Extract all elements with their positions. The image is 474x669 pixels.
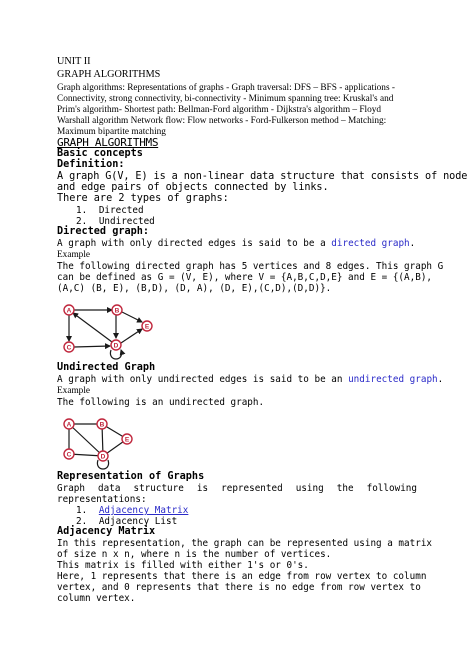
edge-d-d-loop (110, 350, 121, 359)
node-b (112, 305, 122, 315)
list-number: 2. (76, 216, 88, 227)
adjacency-matrix-link[interactable]: Adjacency Matrix (98, 505, 189, 516)
list-label: Undirected (98, 216, 155, 227)
node-c (64, 449, 74, 459)
directed-graph-figure (55, 298, 170, 364)
list-label: Adjacency List (98, 516, 178, 527)
undirected-graph-link[interactable]: undirected graph (348, 374, 438, 385)
node-e (142, 321, 152, 331)
edge-c-d (74, 346, 110, 347)
syllabus-line: Graph algorithms: Representations of graphs - Graph traversal: DFS – BFS - applications - (57, 83, 395, 93)
representation-line: representations: (57, 494, 147, 505)
node-e (122, 434, 132, 444)
section-title: GRAPH ALGORITHMS (57, 136, 159, 149)
node-d (111, 340, 121, 350)
adjacency-line: This matrix is filled with either 1's or 0's. (57, 560, 309, 571)
edge-a-d (66, 421, 105, 456)
syllabus-line: Prim's algorithm- Shortest path: Bellman-Ford algorithm - Dijkstra's algorithm – Floyd (57, 105, 382, 115)
edge-d-e (121, 329, 142, 343)
unit-label: UNIT II (57, 56, 91, 67)
undirected-graph-heading: Undirected Graph (57, 362, 156, 373)
adjacency-matrix-heading: Adjacency Matrix (57, 526, 156, 537)
syllabus-line: Connectivity, strong connectivity, bi-connectivity - Minimum spanning tree: Kruskal's and (57, 94, 394, 104)
node-a (64, 419, 74, 429)
representation-heading: Representation of Graphs (57, 471, 205, 482)
node-c (64, 342, 74, 352)
svg-text:C: C (66, 344, 72, 352)
directed-definition (57, 238, 415, 249)
node-b (97, 419, 107, 429)
list-item (76, 205, 144, 216)
svg-text:A: A (66, 421, 72, 429)
list-number: 1. (76, 505, 88, 516)
adjacency-line: Here, 1 represents that there is an edge from row vertex to column (57, 571, 427, 582)
undirected-description: The following is an undirected graph. (57, 397, 265, 408)
undirected-graph-figure (56, 414, 146, 476)
svg-text:B: B (99, 421, 105, 429)
list-number: 1. (76, 205, 88, 216)
directed-description-line: The following directed graph has 5 vertices and 8 edges. This graph G (57, 261, 444, 272)
directed-definition-text: A graph with only directed edges is said to be a (57, 238, 326, 249)
period: . (409, 238, 416, 249)
representation-line: Graph data structure is represented using the following (57, 483, 417, 494)
list-label: Directed (98, 205, 144, 216)
types-intro: There are 2 types of graphs: (57, 193, 229, 204)
svg-text:A: A (66, 307, 72, 315)
definition-line: A graph G(V, E) is a non-linear data structure that consists of node (57, 171, 468, 182)
svg-text:D: D (113, 342, 119, 350)
undirected-definition-text: A graph with only undirected edges is said to be an (57, 374, 343, 385)
period: . (437, 374, 444, 385)
adjacency-line: In this representation, the graph can be represented using a matrix (57, 538, 433, 549)
edge-b-e (122, 312, 142, 322)
adjacency-line: column vertex. (57, 593, 136, 604)
svg-text:D: D (100, 453, 106, 461)
syllabus-line: Maximum bipartite matching (57, 127, 166, 137)
undirected-definition (57, 374, 443, 385)
definition-line: and edge pairs of objects connected by links. (57, 182, 329, 193)
edge-d-a (73, 313, 112, 342)
basic-concepts-heading: Basic concepts (57, 148, 143, 159)
example-label: Example (57, 250, 91, 260)
directed-graph-heading: Directed graph: (57, 226, 150, 237)
list-item (76, 505, 188, 516)
directed-description-line: can be defined as G = (V, E), where V = {A,B,C,D,E} and E = {(A,B), (57, 272, 433, 283)
node-d (98, 451, 108, 461)
list-number: 2. (76, 516, 88, 527)
unit-title: GRAPH ALGORITHMS (57, 69, 161, 80)
adjacency-line: vertex, and 0 represents that there is no edge from row vertex to (57, 582, 421, 593)
directed-graph-link[interactable]: directed graph (331, 238, 410, 249)
svg-text:E: E (144, 323, 150, 331)
definition-heading: Definition: (57, 159, 125, 170)
svg-text:E: E (124, 436, 130, 444)
directed-description-line: (A,C) (B, E), (B,D), (D, A), (D, E),(C,D),(D,D)}. (57, 283, 332, 294)
example-label: Example (57, 386, 91, 396)
adjacency-line: of size n x n, where n is the number of vertices. (57, 549, 332, 560)
svg-text:C: C (66, 451, 72, 459)
svg-text:B: B (114, 307, 120, 315)
node-a (64, 305, 74, 315)
syllabus-line: Warshall algorithm Network flow: Flow networks - Ford-Fulkerson method – Matching: (57, 116, 387, 126)
